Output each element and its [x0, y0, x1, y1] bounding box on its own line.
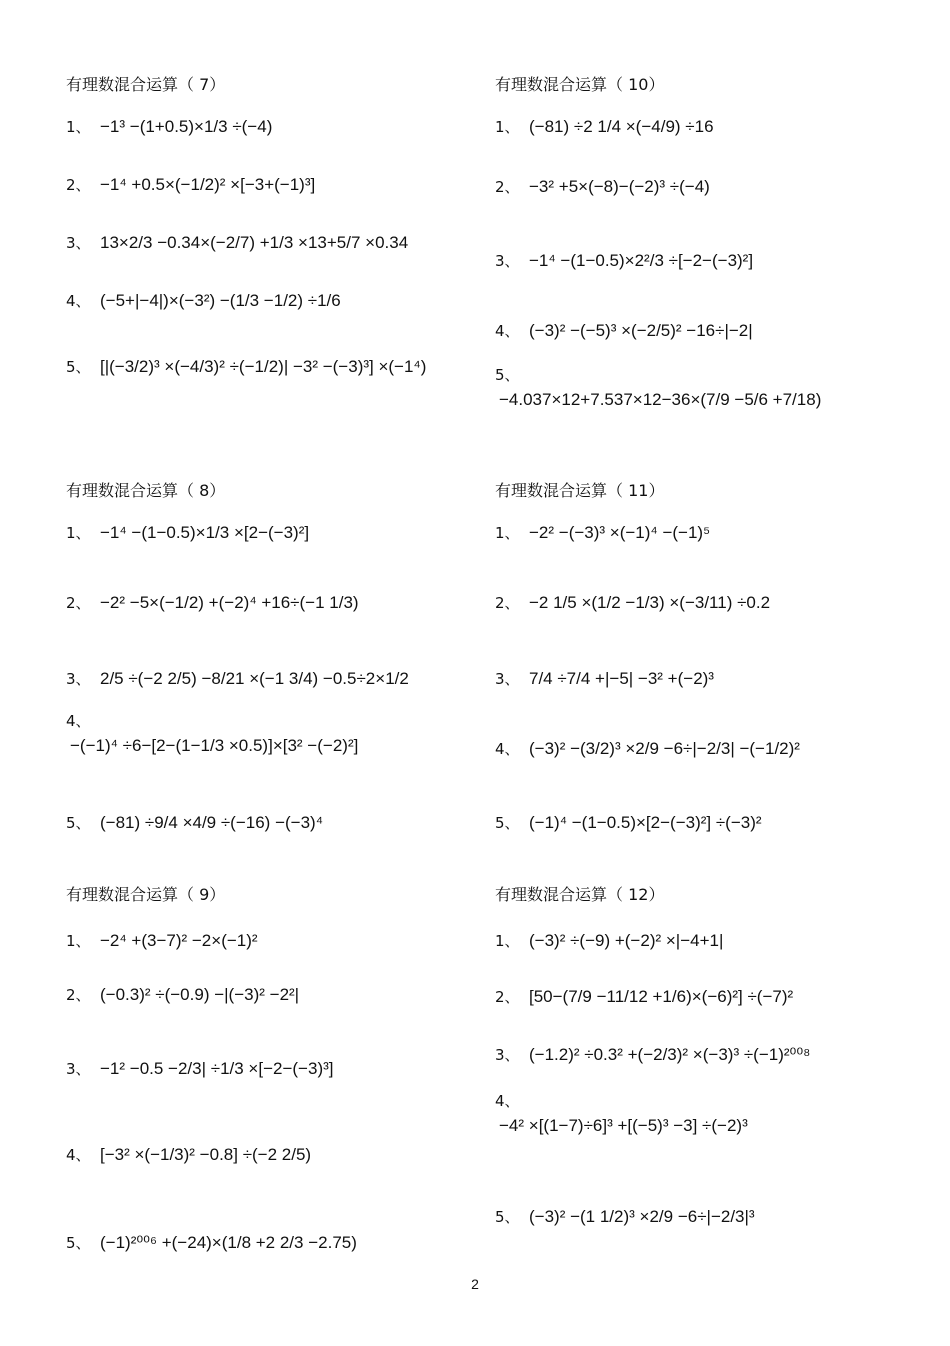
- problem-item: [495, 738, 800, 759]
- problem-item: [495, 1206, 755, 1227]
- problem-number: 4、: [66, 292, 91, 310]
- problem-number: 2、: [495, 178, 520, 196]
- problem-expression: −4² ×[(1−7)÷6]³ +[(−5)³ −3] ÷(−2)³: [499, 1116, 748, 1135]
- problem-item: [66, 1232, 357, 1253]
- problem-item: [66, 1144, 311, 1165]
- problem-expression: 13×2/3 −0.34×(−2/7) +1/3 ×13+5/7 ×0.34: [100, 233, 409, 252]
- problem-expression: (−3)² −(3/2)³ ×2/9 −6÷|−2/3| −(−1/2)²: [529, 739, 800, 758]
- problem-number: 2、: [495, 594, 520, 612]
- problem-item: [66, 522, 309, 543]
- problem-number: 5、: [495, 1208, 520, 1226]
- problem-item: [495, 1090, 748, 1135]
- problem-expression: [−3² ×(−1/3)² −0.8] ÷(−2 2/5): [100, 1145, 312, 1164]
- problem-item: [66, 356, 426, 377]
- section-title: 有理数混合运算（ 8）: [66, 481, 226, 500]
- problem-item: [495, 592, 770, 613]
- problem-item: [66, 984, 299, 1005]
- problem-expression: −1² −0.5 −2/3| ÷1/3 ×[−2−(−3)³]: [100, 1059, 334, 1078]
- problem-expression: (−81) ÷2 1/4 ×(−4/9) ÷16: [529, 117, 714, 136]
- section-title: 有理数混合运算（ 9）: [66, 885, 226, 904]
- problem-number: 1、: [66, 524, 91, 542]
- problem-expression: −1⁴ −(1−0.5)×1/3 ×[2−(−3)²]: [100, 523, 310, 542]
- problem-item: [66, 592, 359, 613]
- problem-number: 4、: [66, 1146, 91, 1164]
- problem-item: [495, 364, 822, 409]
- problem-number: 5、: [66, 1234, 91, 1252]
- problem-number: 1、: [66, 932, 91, 950]
- problem-number: 4、: [495, 740, 520, 758]
- problem-item: [495, 522, 710, 543]
- problem-number: 2、: [66, 176, 91, 194]
- problem-expression: −1³ −(1+0.5)×1/3 ÷(−4): [100, 117, 273, 136]
- problem-expression: (−81) ÷9/4 ×4/9 ÷(−16) −(−3)⁴: [100, 813, 324, 832]
- problem-item: [495, 116, 714, 137]
- section-title: 有理数混合运算（ 10）: [495, 75, 665, 94]
- section-title: 有理数混合运算（ 12）: [495, 885, 665, 904]
- problem-item: [66, 812, 323, 833]
- problem-item: [495, 668, 714, 689]
- problem-expression: (−3)² −(1 1/2)³ ×2/9 −6÷|−2/3|³: [529, 1207, 755, 1226]
- problem-item: [66, 1058, 333, 1079]
- problem-item: [495, 930, 723, 951]
- problem-expression: −3² +5×(−8)−(−2)³ ÷(−4): [529, 177, 710, 196]
- problem-number: 3、: [495, 670, 520, 688]
- problem-expression: [50−(7/9 −11/12 +1/6)×(−6)²] ÷(−7)²: [529, 987, 794, 1006]
- problem-number: 5、: [66, 814, 91, 832]
- problem-expression: −(−1)⁴ ÷6−[2−(1−1/3 ×0.5)]×[3² −(−2)²]: [70, 736, 359, 755]
- problem-number: 5、: [495, 814, 520, 832]
- page-number: 2: [471, 1276, 479, 1292]
- problem-item: [66, 930, 258, 951]
- problem-number: 4、: [66, 712, 91, 730]
- problem-item: [495, 812, 762, 833]
- problem-item: [66, 174, 315, 195]
- problem-expression: (−1.2)² ÷0.3² +(−2/3)² ×(−3)³ ÷(−1)²⁰⁰⁸: [529, 1045, 811, 1064]
- problem-expression: −1⁴ +0.5×(−1/2)² ×[−3+(−1)³]: [100, 175, 316, 194]
- problem-item: [66, 710, 359, 755]
- problem-number: 1、: [495, 932, 520, 950]
- problem-expression: (−1)⁴ −(1−0.5)×[2−(−3)²] ÷(−3)²: [529, 813, 762, 832]
- problem-number: 4、: [495, 322, 520, 340]
- section-title: 有理数混合运算（ 11）: [495, 481, 665, 500]
- problem-expression: −2 1/5 ×(1/2 −1/3) ×(−3/11) ÷0.2: [529, 593, 771, 612]
- problem-expression: −2² −5×(−1/2) +(−2)⁴ +16÷(−1 1/3): [100, 593, 359, 612]
- problem-number: 4、: [495, 1092, 520, 1110]
- problem-expression: 2/5 ÷(−2 2/5) −8/21 ×(−1 3/4) −0.5÷2×1/2: [100, 669, 409, 688]
- problem-number: 2、: [66, 986, 91, 1004]
- problem-expression: −4.037×12+7.537×12−36×(7/9 −5/6 +7/18): [499, 390, 822, 409]
- problem-expression: 7/4 ÷7/4 +|−5| −3² +(−2)³: [529, 669, 714, 688]
- problem-number: 3、: [495, 252, 520, 270]
- problem-number: 5、: [495, 366, 520, 384]
- problem-expression: (−3)² ÷(−9) +(−2)² ×|−4+1|: [529, 931, 724, 950]
- problem-item: [495, 1044, 810, 1065]
- problem-number: 5、: [66, 358, 91, 376]
- problem-item: [66, 116, 272, 137]
- problem-number: 1、: [66, 118, 91, 136]
- problem-item: [495, 250, 753, 271]
- problem-expression: (−1)²⁰⁰⁶ +(−24)×(1/8 +2 2/3 −2.75): [100, 1233, 357, 1252]
- problem-expression: −2² −(−3)³ ×(−1)⁴ −(−1)⁵: [529, 523, 711, 542]
- problem-expression: (−5+|−4|)×(−3²) −(1/3 −1/2) ÷1/6: [100, 291, 341, 310]
- problem-item: [66, 290, 341, 311]
- problem-number: 2、: [66, 594, 91, 612]
- problem-expression: −2⁴ +(3−7)² −2×(−1)²: [100, 931, 258, 950]
- problem-number: 3、: [66, 234, 91, 252]
- section-title: 有理数混合运算（ 7）: [66, 75, 226, 94]
- problem-number: 3、: [495, 1046, 520, 1064]
- problem-expression: (−3)² −(−5)³ ×(−2/5)² −16÷|−2|: [529, 321, 753, 340]
- problem-item: [66, 232, 408, 253]
- problem-number: 1、: [495, 118, 520, 136]
- problem-number: 2、: [495, 988, 520, 1006]
- problem-item: [495, 320, 753, 341]
- problem-expression: −1⁴ −(1−0.5)×2²/3 ÷[−2−(−3)²]: [529, 251, 754, 270]
- problem-number: 3、: [66, 670, 91, 688]
- problem-expression: (−0.3)² ÷(−0.9) −|(−3)² −2²|: [100, 985, 300, 1004]
- problem-expression: [|(−3/2)³ ×(−4/3)² ÷(−1/2)| −3² −(−3)³] ×(−1⁴): [100, 357, 427, 376]
- problem-number: 3、: [66, 1060, 91, 1078]
- problem-item: [495, 986, 793, 1007]
- problem-item: [495, 176, 710, 197]
- problem-number: 1、: [495, 524, 520, 542]
- problem-item: [66, 668, 409, 689]
